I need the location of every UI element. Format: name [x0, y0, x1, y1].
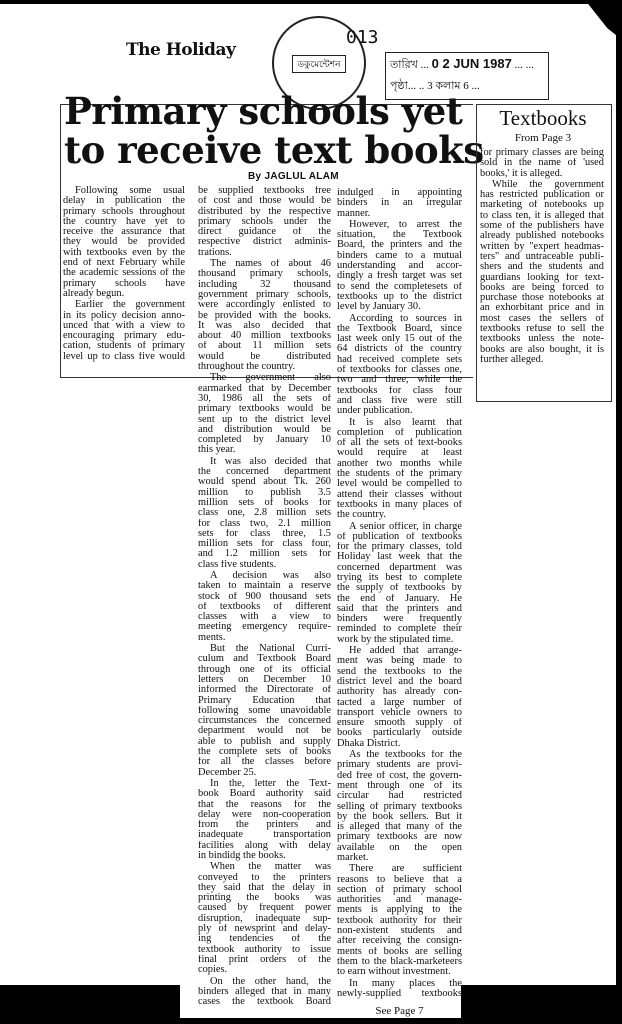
text-line: is alleged that many of the: [337, 822, 462, 833]
scan-border-top: [0, 0, 622, 4]
text-line: to class ten, it is alleged that: [480, 210, 604, 221]
text-line: the country.: [337, 510, 386, 521]
text-line: understanding and accor-: [337, 261, 462, 272]
text-line: meeting emergency require-: [198, 622, 331, 633]
text-line: ments is applying to the: [337, 905, 462, 916]
text-line: encouraging primary edu-: [63, 331, 185, 342]
text-line: some of the publishers have: [480, 221, 604, 232]
column-label: কলাম: [435, 80, 461, 92]
text-line: stock of 900 thousand sets: [198, 591, 331, 602]
paragraph: [480, 180, 604, 365]
paragraph: [337, 750, 462, 863]
text-line: level up to class five would: [63, 351, 185, 362]
text-line: It was also decided that: [210, 456, 331, 467]
text-line: textbooks for class four: [337, 385, 462, 396]
text-line: they would be provided: [63, 237, 185, 248]
text-line: trying its best to complete: [337, 572, 462, 583]
headline-line-1: Primary schools yet: [64, 89, 463, 133]
text-line: the country have yet to: [63, 216, 185, 227]
text-line: textbooks in many places of: [337, 499, 462, 510]
text-line: textbooks unless the note-: [480, 334, 604, 345]
headline: [64, 89, 484, 172]
page-label: পৃষ্ঠা: [390, 80, 408, 92]
text-line: In many places the: [349, 978, 462, 989]
text-line: of all the sets of text-books: [337, 438, 462, 449]
text-line: reminded to complete their: [337, 624, 462, 635]
text-line: The names of about 46: [210, 259, 331, 270]
text-line: market.: [337, 853, 369, 863]
text-line: transport vehicle owners to: [337, 707, 462, 718]
text-line: dingly a fresh target was set: [337, 271, 462, 282]
text-line: primary schools under the: [198, 216, 331, 227]
text-line: and 1.2 million sets for: [198, 549, 331, 560]
text-line: primary students are provi-: [337, 760, 462, 771]
text-line: conveyed to the printers: [198, 872, 331, 883]
text-line: an exhorbitant price and in: [480, 303, 604, 314]
text-line: book Board authority said: [198, 789, 331, 800]
text-line: for all the classes before: [198, 757, 331, 768]
text-line: newly-supplied textbooks: [337, 988, 462, 999]
text-line: in its policy decision anno-: [63, 310, 185, 321]
text-line: Holiday last week that the: [337, 552, 462, 563]
text-line: another two months while: [337, 458, 462, 469]
text-line: delay in publication the: [63, 196, 185, 207]
column-value: 6: [463, 80, 469, 92]
text-line: by the book sellers. But it: [337, 811, 462, 822]
text-line: and distribution would be: [198, 424, 331, 435]
paragraph: [480, 148, 604, 179]
text-line: this year.: [198, 445, 236, 456]
text-line: earmarked that by December: [198, 383, 331, 394]
page-row: পৃষ্ঠা... .. 3 কলাম 6 ...: [390, 80, 480, 92]
sidebar-from-page: From Page 3: [514, 132, 572, 144]
paragraph: [198, 457, 331, 570]
text-line: and class five were still: [337, 395, 462, 406]
paragraph: [198, 644, 331, 778]
text-line: concerned department was: [337, 562, 462, 573]
text-line: respective district adminis-: [198, 237, 331, 248]
paragraph: [198, 977, 331, 1008]
text-line: distributed by the respective: [198, 206, 331, 217]
text-line: He added that arrange-: [349, 646, 462, 657]
text-line: tacted a large number of: [337, 697, 462, 708]
text-line: 30, 1986 all the sets of: [198, 393, 331, 404]
text-line: able to publish and supply: [198, 736, 331, 747]
text-line: marketing of notebooks up: [480, 200, 604, 211]
text-line: A decision was also: [210, 570, 331, 581]
text-line: primary schools throughout: [63, 206, 185, 217]
text-line: million sets of books for: [198, 497, 331, 508]
text-line: Following some usual: [75, 186, 185, 196]
text-line: including 32 thousand: [198, 279, 331, 290]
scan-border-right: [616, 0, 622, 1024]
text-line: December 25.: [198, 767, 257, 778]
text-line: authorities and manage-: [337, 895, 462, 906]
text-line: the supply of textbooks by: [337, 583, 462, 594]
byline: By JAGLUL ALAM: [248, 171, 339, 182]
text-line: were accordingly enlisted to: [198, 300, 331, 311]
text-line: said that the printers and: [337, 603, 462, 614]
text-line: million sets for class four,: [198, 539, 331, 550]
paragraph: [337, 646, 462, 749]
text-line: cases the textbook Board: [198, 997, 331, 1008]
text-line: following some unavoidable: [198, 705, 331, 716]
text-line: would require at least: [337, 448, 462, 459]
text-line: through one of its official: [198, 664, 331, 675]
text-line: ensure smooth supply of: [337, 718, 462, 729]
text-line: culum and Textbook Board: [198, 654, 331, 665]
text-line: class five students.: [198, 559, 277, 570]
text-line: with textbooks even by the: [63, 247, 185, 258]
text-line: binders in an irregular: [337, 198, 462, 209]
text-line: Dhaka District.: [337, 738, 401, 749]
text-line: section of primary school: [337, 884, 462, 895]
text-line: district level and the board: [337, 676, 462, 687]
text-line: textbook authority to issue: [198, 944, 331, 955]
text-line: written by "expert headmas-: [480, 241, 604, 252]
text-line: cation, students of primary: [63, 341, 185, 352]
text-line: government primary schools,: [198, 289, 331, 300]
text-line: be supplied textbooks free: [198, 186, 331, 196]
text-line: has restricted publication or: [480, 190, 604, 201]
text-line: ment was being made to: [337, 656, 462, 667]
text-line: sets for class three, 1.5: [198, 528, 331, 539]
clip-number: 013: [346, 27, 379, 48]
text-line: of textbooks of different: [198, 601, 331, 612]
paragraph: [337, 864, 462, 977]
article-column-3: [337, 188, 462, 1000]
text-line: ments.: [198, 632, 226, 643]
sidebar-column: [480, 148, 604, 366]
text-line: primary schools have: [63, 278, 185, 289]
paragraph: [337, 979, 462, 1000]
text-line: the students of the primary: [337, 469, 462, 480]
text-line: The government also: [210, 373, 331, 384]
text-line: that the reasons for the: [198, 799, 331, 810]
text-line: level by January 30.: [337, 302, 421, 313]
text-line: ments of books are selling: [337, 946, 462, 957]
text-line: However, to arrest the: [349, 219, 462, 230]
text-line: them to the black-marketeers: [337, 956, 462, 967]
text-line: disruption, inadequate sup-: [198, 913, 331, 924]
text-line: from the printers and: [198, 820, 331, 831]
date-value: 0 2 JUN 1987: [431, 56, 512, 71]
paragraph: [337, 418, 462, 521]
page-value: 3: [427, 80, 433, 92]
text-line: final print orders of the: [198, 954, 331, 965]
article-column-1: [63, 186, 185, 363]
text-line: authority has already con-: [337, 687, 462, 698]
text-line: facilities along with delay: [198, 840, 331, 851]
text-line: the concerned department: [198, 467, 331, 478]
text-line: of about 11 million sets: [198, 341, 331, 352]
text-line: situation, the Textbook: [337, 230, 462, 241]
text-line: ded free of cost, the govern-: [337, 770, 462, 781]
sidebar-title: Textbooks: [499, 106, 587, 130]
text-line: of textbooks for classes one,: [337, 365, 462, 376]
text-line: the Textbook Board, since: [337, 323, 462, 334]
text-line: shers and the students and: [480, 262, 604, 273]
text-line: available on the open: [337, 842, 462, 853]
text-line: million to publish 3.5: [198, 487, 331, 498]
text-line: Earlier the government: [75, 300, 185, 311]
text-line: While the government: [492, 179, 604, 190]
text-line: for primary classes are being: [480, 148, 604, 158]
text-line: further alleged.: [480, 354, 544, 365]
text-line: Board, the printers and the: [337, 240, 462, 251]
text-line: binders were frequently: [337, 614, 462, 625]
text-line: textbook authority for their: [337, 915, 462, 926]
text-line: binders came to a mutual: [337, 250, 462, 261]
text-line: copies.: [198, 965, 228, 976]
text-line: guardians looking for text-: [480, 272, 604, 283]
paragraph: [198, 571, 331, 643]
text-line: trations.: [198, 247, 232, 258]
text-line: last week only 15 out of the: [337, 334, 462, 345]
text-line: primary textbooks are now: [337, 832, 462, 843]
text-line: On the other hand, the: [210, 976, 331, 987]
text-line: the complete sets of books: [198, 747, 331, 758]
text-line: receive the assurance that: [63, 227, 185, 238]
paragraph: [337, 522, 462, 646]
text-line: It is also learnt that: [349, 417, 462, 428]
paragraph: [337, 188, 462, 219]
text-line: would spend about Tk. 260: [198, 477, 331, 488]
text-line: level would be compelled to: [337, 479, 462, 490]
stamp-center-text: ডকুমেন্টেশন: [292, 55, 346, 73]
text-line: There are sufficient: [349, 864, 462, 875]
text-line: circular had restricted: [337, 791, 462, 802]
text-line: of cost and those would be: [198, 196, 331, 207]
text-line: class one, 2.8 million sets: [198, 508, 331, 519]
paragraph: [198, 779, 331, 861]
continued-notice: See Page 7: [375, 1005, 424, 1017]
text-line: under publication.: [337, 406, 413, 417]
paragraph: [63, 186, 185, 299]
text-line: taken to maintain a reserve: [198, 581, 331, 592]
text-line: indulged in appointing: [337, 188, 462, 198]
text-line: selling of primary textbooks: [337, 801, 462, 812]
text-line: ment through one of its: [337, 780, 462, 791]
text-line: letters on December 10: [198, 674, 331, 685]
text-line: circumstances the concerned: [198, 716, 331, 727]
text-line: When the matter was: [210, 862, 331, 873]
text-line: for class two, 2.1 million: [198, 518, 331, 529]
text-line: delay were non-cooperation: [198, 809, 331, 820]
text-line: direct guidance of the: [198, 227, 331, 238]
text-line: be provided with the books.: [198, 310, 331, 321]
text-line: about 40 million textbooks: [198, 331, 331, 342]
text-line: two and three, while the: [337, 375, 462, 386]
text-line: purchase those notebooks at: [480, 293, 604, 304]
text-line: send the textbooks to the: [337, 666, 462, 677]
text-line: after receiving the consign-: [337, 936, 462, 947]
text-line: thousand primary schools,: [198, 269, 331, 280]
text-line: 64 districts of the country: [337, 344, 462, 355]
text-line: caused by frequent power: [198, 903, 331, 914]
text-line: manner.: [337, 208, 371, 219]
text-line: classes with a view to: [198, 612, 331, 623]
text-line: for the primary classes, told: [337, 542, 462, 553]
text-line: books,' it is alleged.: [480, 168, 563, 179]
text-line: books are also bought, it is: [480, 344, 604, 355]
paragraph: [198, 373, 331, 455]
text-line: primary textbooks would be: [198, 404, 331, 415]
text-line: attend their classes without: [337, 489, 462, 500]
text-line: ply of newsprint and delay-: [198, 924, 331, 935]
text-line: books particularly outside: [337, 728, 462, 739]
text-line: sold in the name of 'used: [480, 158, 604, 169]
text-line: inadequate transportation: [198, 830, 331, 841]
text-line: of publication of textbooks: [337, 531, 462, 542]
text-line: ters" and untraceable publi-: [480, 251, 604, 262]
text-line: work by the stipulated time.: [337, 634, 454, 645]
text-line: department would not be: [198, 726, 331, 737]
text-line: binders alleged that in many: [198, 986, 331, 997]
date-label: তারিখ: [390, 59, 418, 71]
text-line: textbooks up to the district: [337, 291, 462, 302]
paragraph: [198, 862, 331, 975]
text-line: throughout the country.: [198, 362, 296, 373]
text-line: unced that with a view to: [63, 320, 185, 331]
paragraph: [63, 300, 185, 362]
article-column-2: [198, 186, 331, 1008]
text-line: But the National Curri-: [210, 644, 331, 655]
text-line: informed the Directorate of: [198, 685, 331, 696]
text-line: ing tendencies of the: [198, 934, 331, 945]
paragraph: [198, 259, 331, 372]
text-line: had received complete sets: [337, 354, 462, 365]
text-line: It was also decided that: [198, 320, 331, 331]
text-line: books are being forced to: [480, 282, 604, 293]
text-line: most cases the sellers of: [480, 313, 604, 324]
text-line: they said that the delay in: [198, 882, 331, 893]
text-line: would be distributed: [198, 351, 331, 362]
text-line: non-existent students and: [337, 926, 462, 937]
headline-line-2: to receive text books: [64, 128, 484, 172]
text-line: the end of January. He: [337, 593, 462, 604]
text-line: to earn without investment.: [337, 967, 451, 978]
paragraph: [337, 220, 462, 313]
text-line: printing the books was: [198, 893, 331, 904]
text-line: Primary Education that: [198, 695, 331, 706]
text-line: end of next February while: [63, 258, 185, 269]
text-line: the academic sessions of the: [63, 268, 185, 279]
text-line: already begun.: [63, 288, 125, 299]
text-line: completion of publication: [337, 427, 462, 438]
text-line: completed by January 10: [198, 435, 331, 446]
text-line: A senior officer, in charge: [349, 521, 462, 532]
text-line: In the, letter the Text-: [210, 778, 331, 789]
text-line: in bindidg the books.: [198, 851, 286, 861]
text-line: to send the completesets of: [337, 281, 462, 292]
paragraph: [337, 314, 462, 417]
text-line: According to sources in: [349, 313, 462, 324]
text-line: textbooks refuse to sell the: [480, 324, 604, 335]
text-line: sent up to the district level: [198, 414, 331, 425]
text-line: As the textbooks for the: [349, 750, 462, 761]
text-line: already published notebooks: [480, 231, 604, 242]
text-line: reasons to believe that a: [337, 874, 462, 885]
paragraph: [198, 186, 331, 258]
date-row: তারিখ ... 0 2 JUN 1987 ... ...: [390, 56, 534, 71]
newspaper-logo: The Holiday: [126, 40, 236, 60]
